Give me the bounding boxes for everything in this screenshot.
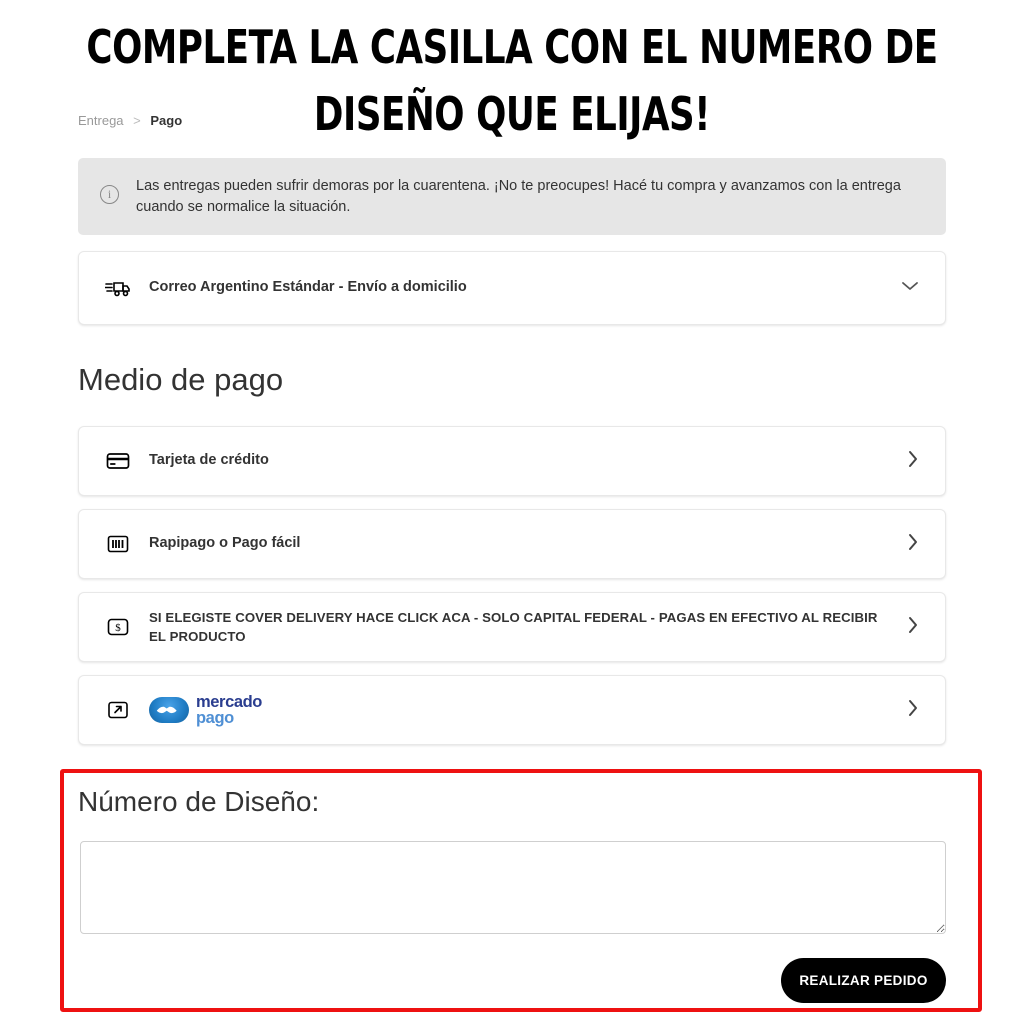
instruction-headline: COMPLETA LA CASILLA CON EL NUMERO DE DISEÑO QUE ELIJAS! (86, 20, 938, 141)
payment-option-rapipago[interactable] (78, 509, 946, 579)
chevron-right-icon[interactable] (897, 616, 919, 639)
payment-option-credit-card[interactable] (78, 426, 946, 496)
shipping-method-label: Correo Argentino Estándar - Envío a domicilio (149, 279, 467, 296)
chevron-right-icon[interactable] (897, 533, 919, 556)
mercado-pago-handshake-icon (149, 697, 189, 723)
design-number-label: Número de Diseño: (78, 786, 320, 817)
svg-text:$: $ (115, 622, 121, 634)
chevron-right-icon[interactable] (897, 450, 919, 473)
notice-text: Las entregas pueden sufrir demoras por la cuarentena. ¡No te preocupes! Hacé tu compra y avanzamos con la entrega cuando se normalice la situación. (136, 178, 901, 215)
credit-card-icon (101, 452, 135, 470)
payment-option-label: SI ELEGISTE COVER DELIVERY HACE CLICK ACA - SOLO CAPITAL FEDERAL - PAGAS EN EFECTIVO AL RECIBIR EL PRODUCTO (149, 609, 878, 644)
shipping-method-card[interactable] (78, 251, 946, 325)
breadcrumb-item-pago: Pago (150, 113, 183, 128)
cash-dollar-icon (101, 617, 135, 637)
external-link-icon (101, 700, 135, 720)
delivery-delay-notice (78, 158, 946, 235)
payment-option-cover-delivery-cash[interactable] (78, 592, 946, 662)
mercado-pago-wordmark (196, 694, 262, 726)
mercado-pago-word-1: mercado (196, 693, 262, 711)
payment-option-label: Tarjeta de crédito (149, 452, 269, 469)
payment-option-label: Rapipago o Pago fácil (149, 535, 301, 552)
breadcrumb-item-entrega[interactable]: Entrega (78, 113, 124, 128)
place-order-button[interactable]: REALIZAR PEDIDO (781, 958, 946, 1003)
mercado-pago-word-2: pago (196, 708, 234, 727)
payment-option-mercado-pago[interactable] (78, 675, 946, 745)
highlight-annotation-box (60, 769, 982, 1012)
truck-icon (101, 278, 135, 298)
barcode-icon (101, 534, 135, 554)
info-icon: i (100, 185, 119, 204)
chevron-right-icon[interactable] (897, 699, 919, 722)
mercado-pago-logo (135, 694, 897, 726)
breadcrumb-separator: > (133, 113, 141, 128)
chevron-down-icon[interactable] (897, 279, 919, 297)
breadcrumb (78, 113, 182, 128)
page-title: Medio de pago (78, 362, 284, 397)
